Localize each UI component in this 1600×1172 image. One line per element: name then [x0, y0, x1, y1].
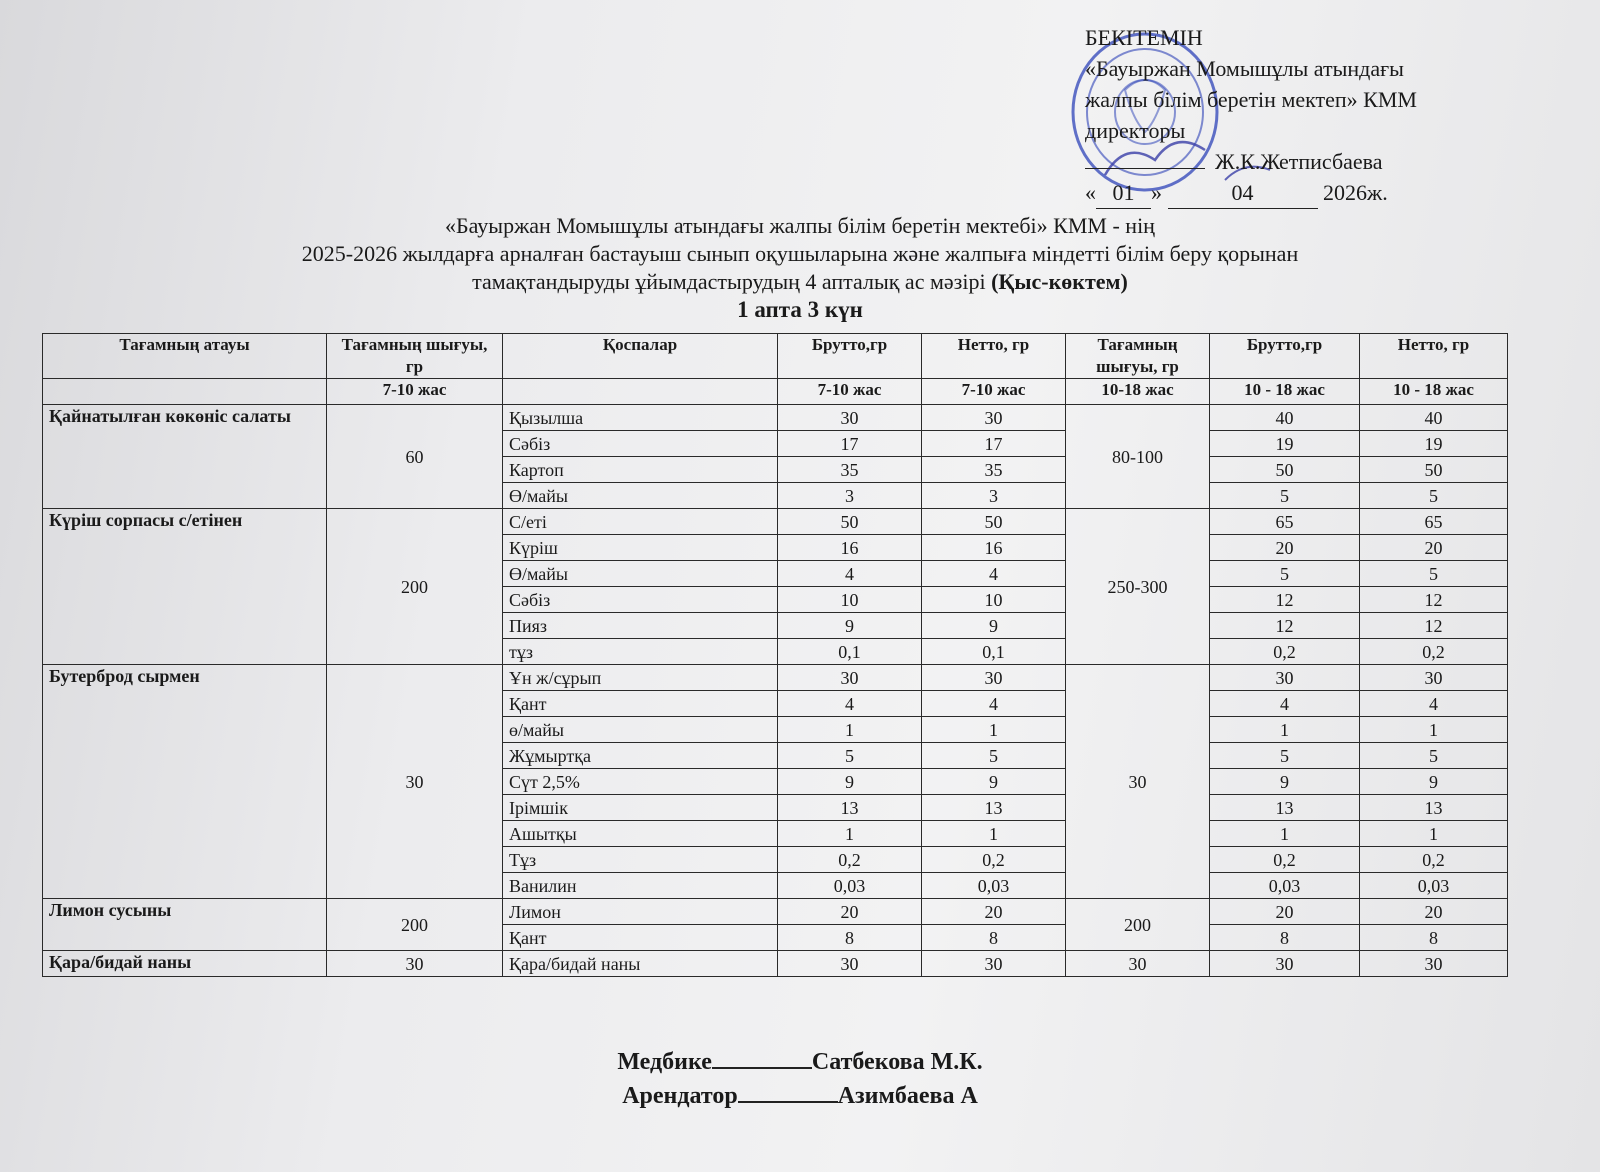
- yield-7-10-cell: 200: [327, 509, 503, 665]
- subheader-brutto-10-18: 10 - 18 жас: [1210, 379, 1360, 405]
- netto-10-18-cell: 12: [1360, 613, 1508, 639]
- brutto-7-10-cell: 30: [778, 665, 922, 691]
- brutto-7-10-cell: 8: [778, 925, 922, 951]
- document-title: [0, 212, 1600, 324]
- ingredient-cell: Лимон: [503, 899, 778, 925]
- netto-7-10-cell: 9: [922, 613, 1066, 639]
- brutto-7-10-cell: 20: [778, 899, 922, 925]
- ingredient-cell: Қара/бидай наны: [503, 951, 778, 977]
- brutto-10-18-cell: 20: [1210, 899, 1360, 925]
- subheader-yield-10-18: 10-18 жас: [1066, 379, 1210, 405]
- netto-10-18-cell: 0,03: [1360, 873, 1508, 899]
- yield-10-18-cell: 80-100: [1066, 405, 1210, 509]
- ingredient-cell: Ө/майы: [503, 483, 778, 509]
- brutto-7-10-cell: 30: [778, 951, 922, 977]
- netto-7-10-cell: 30: [922, 405, 1066, 431]
- netto-7-10-cell: 10: [922, 587, 1066, 613]
- netto-7-10-cell: 4: [922, 561, 1066, 587]
- brutto-10-18-cell: 9: [1210, 769, 1360, 795]
- table-row: [43, 951, 1508, 977]
- title-line-3-text: тамақтандыруды ұйымдастырудың 4 апталық ас мәзірі: [472, 269, 986, 294]
- brutto-7-10-cell: 17: [778, 431, 922, 457]
- season-label: (Қыс-көктем): [991, 269, 1128, 294]
- ingredient-cell: Қызылша: [503, 405, 778, 431]
- subheader-yield-7-10: 7-10 жас: [327, 379, 503, 405]
- netto-7-10-cell: 0,03: [922, 873, 1066, 899]
- yield-7-10-cell: 60: [327, 405, 503, 509]
- netto-10-18-cell: 40: [1360, 405, 1508, 431]
- dish-name-cell: Бутерброд сырмен: [43, 665, 327, 899]
- netto-7-10-cell: 17: [922, 431, 1066, 457]
- ingredient-cell: Сәбіз: [503, 431, 778, 457]
- brutto-7-10-cell: 0,1: [778, 639, 922, 665]
- table-row: [43, 899, 1508, 925]
- brutto-7-10-cell: 1: [778, 717, 922, 743]
- ingredient-cell: ө/майы: [503, 717, 778, 743]
- subheader-empty-ingredients: [503, 379, 778, 405]
- brutto-7-10-cell: 3: [778, 483, 922, 509]
- netto-10-18-cell: 13: [1360, 795, 1508, 821]
- netto-7-10-cell: 20: [922, 899, 1066, 925]
- netto-7-10-cell: 9: [922, 769, 1066, 795]
- netto-10-18-cell: 5: [1360, 743, 1508, 769]
- yield-10-18-cell: 200: [1066, 899, 1210, 951]
- netto-10-18-cell: 5: [1360, 483, 1508, 509]
- subheader-netto-7-10: 7-10 жас: [922, 379, 1066, 405]
- title-line-2: 2025-2026 жылдарға арналған бастауыш сынып оқушыларына және жалпыға міндетті білім беру қорынан: [301, 241, 1299, 266]
- netto-7-10-cell: 35: [922, 457, 1066, 483]
- brutto-7-10-cell: 50: [778, 509, 922, 535]
- brutto-7-10-cell: 4: [778, 561, 922, 587]
- brutto-7-10-cell: 10: [778, 587, 922, 613]
- brutto-10-18-cell: 1: [1210, 717, 1360, 743]
- brutto-10-18-cell: 0,2: [1210, 639, 1360, 665]
- approval-school-line: «Бауыржан Момышұлы атындағы: [1085, 56, 1404, 81]
- brutto-7-10-cell: 0,2: [778, 847, 922, 873]
- menu-table: [42, 333, 1508, 977]
- table-row: [43, 509, 1508, 535]
- header-brutto-10-18: Брутто,гр: [1210, 334, 1360, 379]
- dish-name-cell: Қара/бидай наны: [43, 951, 327, 977]
- medic-signature: [0, 1044, 1600, 1080]
- brutto-7-10-cell: 1: [778, 821, 922, 847]
- ingredient-cell: Жұмыртқа: [503, 743, 778, 769]
- ingredient-cell: Күріш: [503, 535, 778, 561]
- header-ingredients: Қоспалар: [503, 334, 778, 379]
- header-netto-10-18: Нетто, гр: [1360, 334, 1508, 379]
- netto-7-10-cell: 30: [922, 665, 1066, 691]
- yield-10-18-cell: 30: [1066, 951, 1210, 977]
- netto-10-18-cell: 20: [1360, 535, 1508, 561]
- approval-position: директоры: [1085, 118, 1186, 143]
- ingredient-cell: Ұн ж/сұрып: [503, 665, 778, 691]
- netto-7-10-cell: 0,2: [922, 847, 1066, 873]
- header-yield-7-10: Тағамның шығуы, гр: [327, 334, 503, 379]
- netto-10-18-cell: 1: [1360, 717, 1508, 743]
- brutto-10-18-cell: 1: [1210, 821, 1360, 847]
- netto-7-10-cell: 4: [922, 691, 1066, 717]
- netto-10-18-cell: 0,2: [1360, 639, 1508, 665]
- approval-day: 01: [1096, 177, 1151, 209]
- netto-7-10-cell: 30: [922, 951, 1066, 977]
- brutto-10-18-cell: 20: [1210, 535, 1360, 561]
- table-row: [43, 665, 1508, 691]
- director-name: Ж.К.Жетписбаева: [1215, 149, 1383, 174]
- signature-blank: [1085, 150, 1205, 169]
- netto-7-10-cell: 8: [922, 925, 1066, 951]
- header-yield-10-18: Тағамның шығуы, гр: [1066, 334, 1210, 379]
- header-dish: Тағамның атауы: [43, 334, 327, 379]
- netto-10-18-cell: 0,2: [1360, 847, 1508, 873]
- netto-10-18-cell: 65: [1360, 509, 1508, 535]
- ingredient-cell: Тұз: [503, 847, 778, 873]
- approval-heading: БЕКІТЕМІН: [1085, 25, 1203, 50]
- ingredient-cell: Қант: [503, 925, 778, 951]
- netto-7-10-cell: 0,1: [922, 639, 1066, 665]
- brutto-7-10-cell: 9: [778, 613, 922, 639]
- approval-year: 2026ж.: [1323, 180, 1388, 205]
- title-line-3: [0, 268, 1600, 296]
- brutto-7-10-cell: 5: [778, 743, 922, 769]
- brutto-7-10-cell: 0,03: [778, 873, 922, 899]
- subheader-brutto-7-10: 7-10 жас: [778, 379, 922, 405]
- yield-10-18-cell: 250-300: [1066, 509, 1210, 665]
- ingredient-cell: Сәбіз: [503, 587, 778, 613]
- netto-7-10-cell: 16: [922, 535, 1066, 561]
- table-subheader-row: [43, 379, 1508, 405]
- approval-month: 04: [1168, 177, 1318, 209]
- brutto-7-10-cell: 9: [778, 769, 922, 795]
- brutto-10-18-cell: 50: [1210, 457, 1360, 483]
- medic-signature-line: [712, 1045, 812, 1069]
- brutto-10-18-cell: 12: [1210, 587, 1360, 613]
- dish-name-cell: Лимон сусыны: [43, 899, 327, 951]
- brutto-10-18-cell: 65: [1210, 509, 1360, 535]
- brutto-10-18-cell: 13: [1210, 795, 1360, 821]
- yield-7-10-cell: 30: [327, 951, 503, 977]
- netto-10-18-cell: 30: [1360, 665, 1508, 691]
- brutto-10-18-cell: 5: [1210, 483, 1360, 509]
- brutto-10-18-cell: 0,03: [1210, 873, 1360, 899]
- netto-7-10-cell: 3: [922, 483, 1066, 509]
- ingredient-cell: Пияз: [503, 613, 778, 639]
- tenant-label: Арендатор: [622, 1083, 738, 1109]
- brutto-10-18-cell: 5: [1210, 561, 1360, 587]
- brutto-7-10-cell: 35: [778, 457, 922, 483]
- brutto-7-10-cell: 4: [778, 691, 922, 717]
- ingredient-cell: Ванилин: [503, 873, 778, 899]
- netto-10-18-cell: 19: [1360, 431, 1508, 457]
- brutto-10-18-cell: 19: [1210, 431, 1360, 457]
- brutto-10-18-cell: 4: [1210, 691, 1360, 717]
- subheader-empty: [43, 379, 327, 405]
- ingredient-cell: Сүт 2,5%: [503, 769, 778, 795]
- yield-7-10-cell: 200: [327, 899, 503, 951]
- tenant-name: Азимбаева А: [837, 1083, 978, 1109]
- netto-10-18-cell: 5: [1360, 561, 1508, 587]
- netto-10-18-cell: 9: [1360, 769, 1508, 795]
- brutto-10-18-cell: 5: [1210, 743, 1360, 769]
- approval-block: [1085, 22, 1505, 209]
- ingredient-cell: тұз: [503, 639, 778, 665]
- brutto-10-18-cell: 12: [1210, 613, 1360, 639]
- netto-10-18-cell: 1: [1360, 821, 1508, 847]
- netto-10-18-cell: 50: [1360, 457, 1508, 483]
- subheader-netto-10-18: 10 - 18 жас: [1360, 379, 1508, 405]
- approval-school-line-2: жалпы білім беретін мектеп» КММ: [1085, 87, 1417, 112]
- yield-7-10-cell: 30: [327, 665, 503, 899]
- medic-label: Медбике: [617, 1049, 712, 1075]
- brutto-7-10-cell: 16: [778, 535, 922, 561]
- netto-10-18-cell: 20: [1360, 899, 1508, 925]
- header-brutto-7-10: Брутто,гр: [778, 334, 922, 379]
- netto-7-10-cell: 1: [922, 821, 1066, 847]
- medic-name: Сатбекова М.К.: [811, 1049, 983, 1075]
- brutto-7-10-cell: 30: [778, 405, 922, 431]
- brutto-10-18-cell: 30: [1210, 665, 1360, 691]
- ingredient-cell: Ө/майы: [503, 561, 778, 587]
- brutto-7-10-cell: 13: [778, 795, 922, 821]
- ingredient-cell: Ашытқы: [503, 821, 778, 847]
- brutto-10-18-cell: 40: [1210, 405, 1360, 431]
- netto-7-10-cell: 5: [922, 743, 1066, 769]
- ingredient-cell: Картоп: [503, 457, 778, 483]
- ingredient-cell: С/еті: [503, 509, 778, 535]
- netto-7-10-cell: 1: [922, 717, 1066, 743]
- table-header-row: [43, 334, 1508, 379]
- ingredient-cell: Ірімшік: [503, 795, 778, 821]
- header-netto-7-10: Нетто, гр: [922, 334, 1066, 379]
- netto-7-10-cell: 50: [922, 509, 1066, 535]
- brutto-10-18-cell: 8: [1210, 925, 1360, 951]
- netto-7-10-cell: 13: [922, 795, 1066, 821]
- ingredient-cell: Қант: [503, 691, 778, 717]
- tenant-signature-line: [738, 1079, 838, 1103]
- brutto-10-18-cell: 30: [1210, 951, 1360, 977]
- dish-name-cell: Күріш сорпасы с/етінен: [43, 509, 327, 665]
- dish-name-cell: Қайнатылған көкөніс салаты: [43, 405, 327, 509]
- netto-10-18-cell: 8: [1360, 925, 1508, 951]
- director-signature-line: [1085, 146, 1505, 177]
- approval-date: « 01 » 04 2026ж.: [1085, 177, 1505, 209]
- yield-10-18-cell: 30: [1066, 665, 1210, 899]
- tenant-signature: [0, 1078, 1600, 1114]
- netto-10-18-cell: 30: [1360, 951, 1508, 977]
- brutto-10-18-cell: 0,2: [1210, 847, 1360, 873]
- menu-body: [43, 405, 1508, 977]
- table-row: [43, 405, 1508, 431]
- netto-10-18-cell: 12: [1360, 587, 1508, 613]
- week-day-label: 1 апта 3 күн: [737, 297, 863, 322]
- netto-10-18-cell: 4: [1360, 691, 1508, 717]
- title-line-1: «Бауыржан Момышұлы атындағы жалпы білім беретін мектебі» КММ - нің: [445, 213, 1155, 238]
